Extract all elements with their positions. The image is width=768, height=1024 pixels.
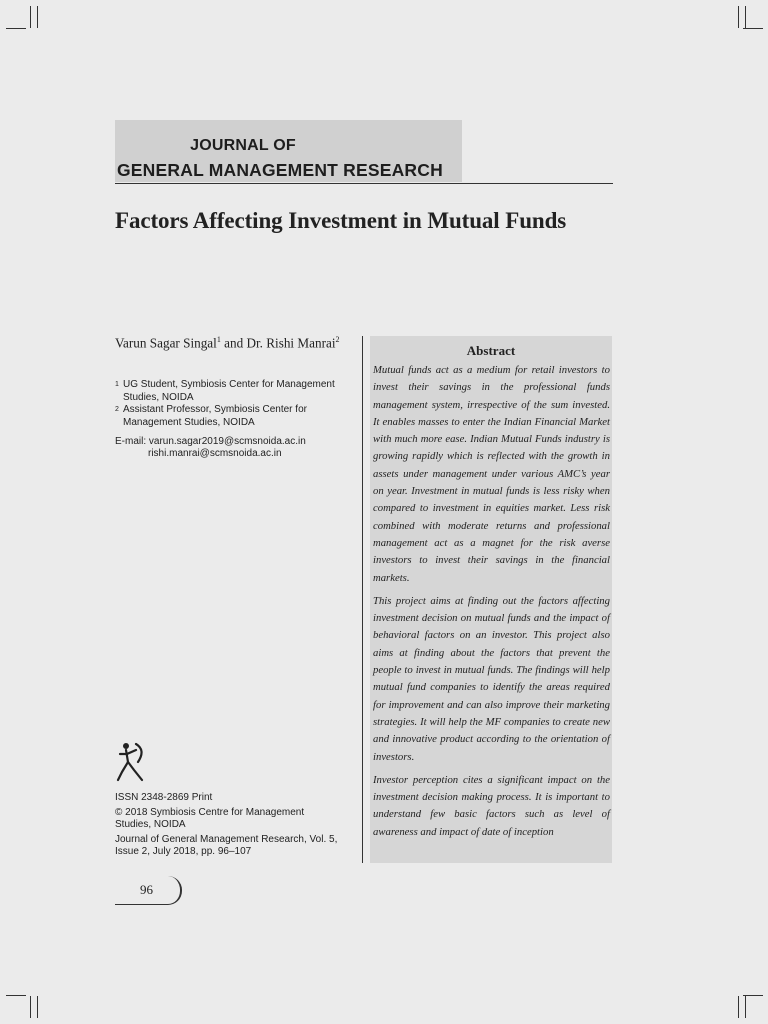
crop-mark [30,996,31,1018]
affiliation-2-line2: Management Studies, NOIDA [123,416,255,428]
abstract-paragraph-1: Mutual funds act as a medium for retail investors to invest their savings in the professional funds management system, irrespective of the sum invested. It enables masses to enter the Indian Financial Market with much more ease. Indian Mutual Funds industry is growing rapidly which is reflected with the growth in assets under management under various AMC’s year on year. Investment in mutual funds is less risky when compared to investment in equities market. Less risk combined with moderate returns and professional management act as a magnet for the risk averse investors to invest their savings in the financial markets. [373,364,610,584]
affiliation-2-num: 2 [115,406,119,413]
abstract-paragraph-3: Investor perception cites a significant impact on the investment decision making process. It is important to understand few basic factors such as level of awareness and impact of date of inception [373,773,610,838]
publication-info [115,792,355,861]
crop-mark [6,28,26,29]
author-line [115,335,339,351]
author-conjunction: and [224,335,244,351]
copyright [115,807,355,832]
crop-mark [6,995,26,996]
author-2-mark: 2 [335,335,340,344]
citation [115,834,355,859]
header-rule [115,183,613,184]
crop-mark [745,6,746,28]
archer-figure-icon [112,740,152,785]
journal-name-line2: GENERAL MANAGEMENT RESEARCH [117,160,443,180]
abstract-body [373,362,610,847]
affiliation-1-line1: UG Student, Symbiosis Center for Management [123,379,335,390]
abstract-heading: Abstract [466,343,516,358]
journal-masthead [115,120,462,182]
copyright-line-2: Studies, NOIDA [115,819,186,830]
email-line-2: rishi.manrai@scmsnoida.ac.in [148,448,282,459]
author-2: Dr. Rishi Manrai [246,335,336,351]
crop-mark [743,995,763,996]
author-1: Varun Sagar Singal [115,335,217,351]
page-number: 96 [140,882,153,897]
article-title: Factors Affecting Investment in Mutual Funds [115,208,567,233]
affiliation-1 [115,379,335,404]
affiliation-1-line2: Studies, NOIDA [123,391,194,403]
copyright-line-1: © 2018 Symbiosis Centre for Management [115,806,305,818]
journal-name-line1: JOURNAL OF [190,137,296,154]
author-1-mark: 1 [216,335,221,344]
crop-mark [745,996,746,1018]
crop-mark [37,996,38,1018]
column-divider [362,336,363,863]
crop-mark [30,6,31,28]
affiliation-2-line1: Assistant Professor, Symbiosis Center for [123,404,307,415]
crop-mark [37,6,38,28]
affiliation-1-num: 1 [115,381,119,388]
abstract-box [370,336,612,863]
citation-line-2: Issue 2, July 2018, pp. 96–107 [115,846,252,857]
author-emails [115,436,306,460]
issn: ISSN 2348-2869 Print [115,792,213,803]
crop-mark [743,28,763,29]
crop-mark [738,6,739,28]
email-line-1: E-mail: varun.sagar2019@scmsnoida.ac.in [115,436,306,447]
abstract-paragraph-2: This project aims at finding out the factors affecting investment decision on mutual funds and the impact of behavioral factors on an investor. This project also aims at finding about the factors that prevent the people to invest in mutual funds. The findings will help mutual fund companies to identify the areas required for improvement and can also improve their marketing strategies. It will help the MF companies to create new and innovative product according to the orientation of investors. [373,594,610,763]
affiliation-2 [115,404,307,429]
crop-mark [738,996,739,1018]
citation-line-1: Journal of General Management Research, Vol. 5, [115,833,338,845]
